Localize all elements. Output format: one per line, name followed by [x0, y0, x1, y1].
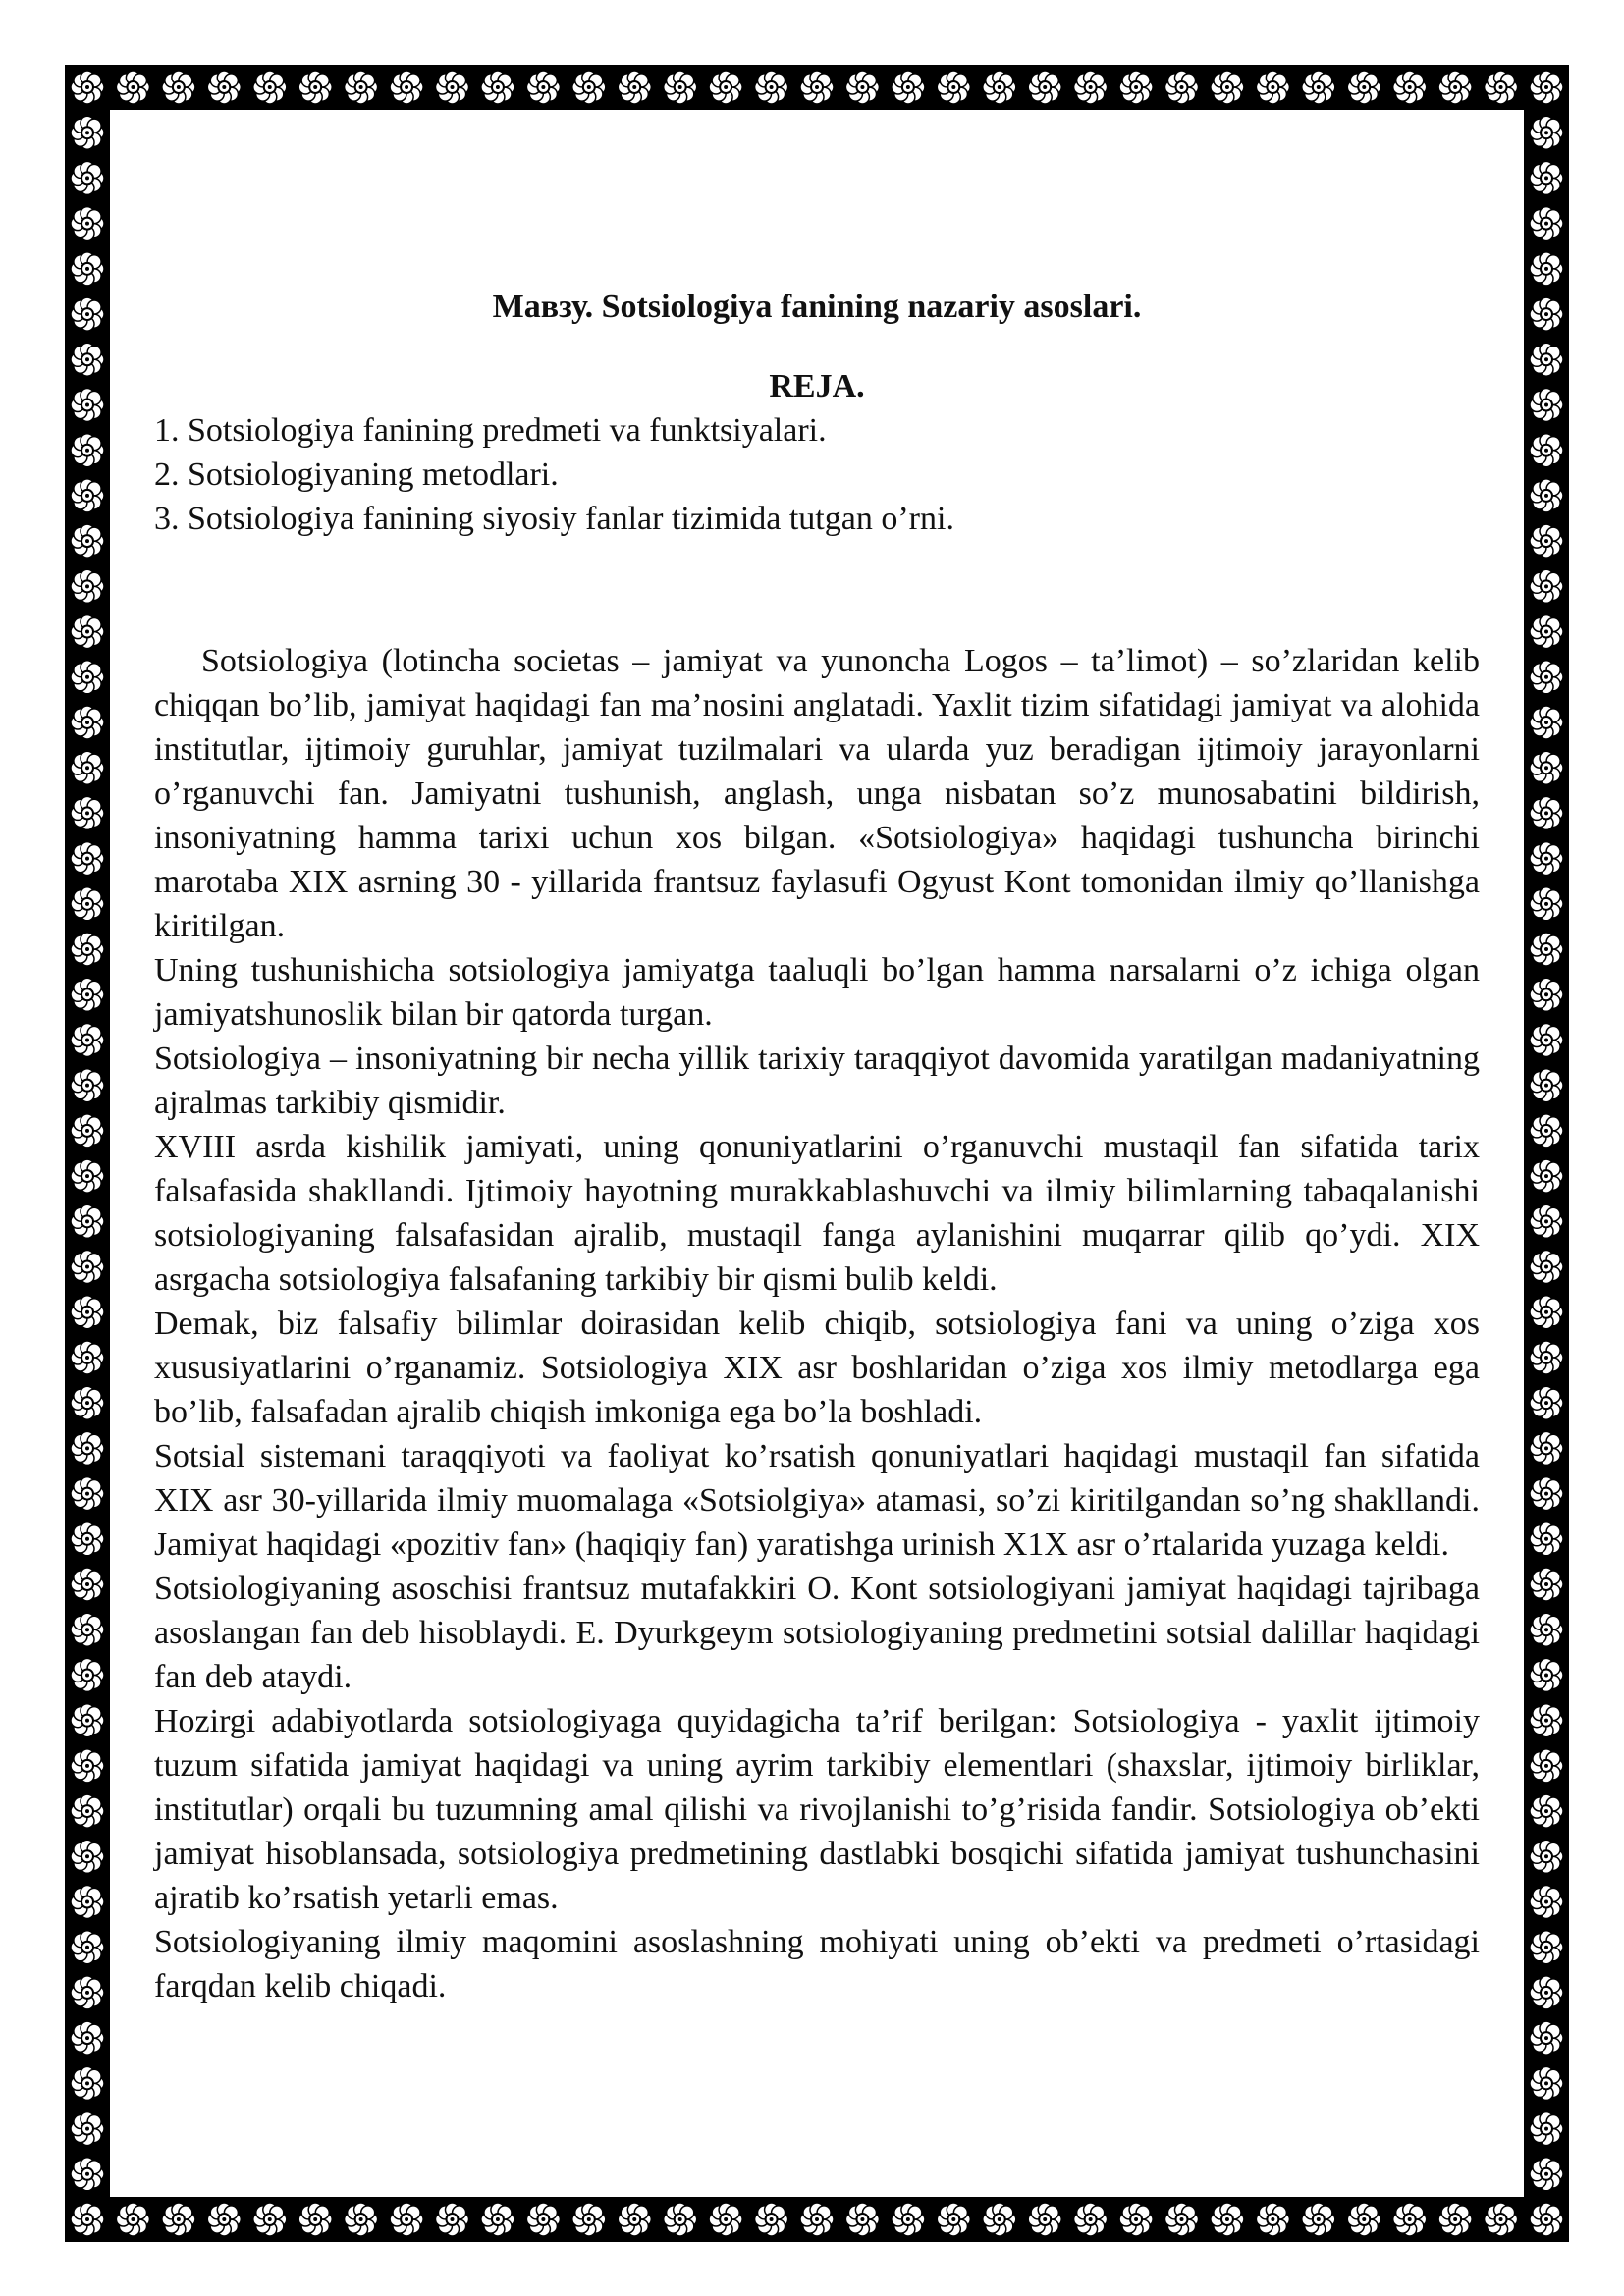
plan-heading: REJA.	[769, 368, 865, 404]
paragraph: Sotsiologiyaning ilmiy maqomini asoslashning mohiyati uning ob’ekti va predmeti o’rtasidagi farqdan kelib chiqadi.	[154, 1924, 1480, 2004]
paragraph: Sotsial sistemani taraqqiyoti va faoliyat ko’rsatish qonuniyatlari haqidagi mustaqil fan sifatida XIX asr 30-yillarida ilmiy muomalaga «Sotsiolgiya» atamasi, so’zi kiritilgandan so’ng shakllandi. Jamiyat haqidagi «pozitiv fan» (haqiqiy fan) yaratishga urinish X1X asr o’rtalarida yuzaga keldi.	[154, 1438, 1480, 1563]
plan-item: 2. Sotsiologiyaning metodlari.	[154, 456, 559, 493]
paragraph: Sotsiologiya – insoniyatning bir necha yillik tarixiy taraqqiyot davomida yaratilgan madaniyatning ajralmas tarkibiy qismidir.	[154, 1041, 1480, 1121]
paragraph: Demak, biz falsafiy bilimlar doirasidan kelib chiqib, sotsiologiya fani va uning o’ziga xos xususiyatlarini o’rganamiz. Sotsiologiya XIX asr boshlaridan o’ziga xos ilmiy metodlarga ega bo’lib, falsafadan ajralib chiqish imkoniga ega bo’la boshladi.	[154, 1306, 1480, 1430]
paragraph: Sotsiologiya (lotincha societas – jamiyat va yunoncha Logos – ta’limot) – so’zlaridan kelib chiqqan bo’lib, jamiyat haqidagi fan ma’nosini anglatadi. Yaxlit tizim sifatidagi jamiyat va alohida institutlar, ijtimoiy guruhlar, jamiyat tuzilmalari va ularda yuz beradigan ijtimoiy jarayonlarni o’rganuvchi fan. Jamiyatni tushunish, anglash, unga nisbatan so’z munosabatini bildirish, insoniyatning hamma tarixi uchun xos bilgan. «Sotsiologiya» haqidagi tushuncha birinchi marotaba XIX asrning 30 - yillarida frantsuz faylasufi Ogyust Kont tomonidan ilmiy qo’llanishga kiritilgan.	[154, 643, 1480, 944]
paragraph: XVIII asrda kishilik jamiyati, uning qonuniyatlarini o’rganuvchi mustaqil fan sifatida tarix falsafasida shakllandi. Ijtimoiy hayotning murakkablashuvchi va ilmiy bilimlarning tabaqalanishi sotsiologiyaning falsafasidan ajralib, mustaqil fanga aylanishini muqarrar qilib qo’ydi. XIX asrgacha sotsiologiya falsafaning tarkibiy bir qismi bulib keldi.	[154, 1129, 1480, 1298]
paragraph: Sotsiologiyaning asoschisi frantsuz mutafakkiri O. Kont sotsiologiyani jamiyat haqidagi tajribaga asoslangan fan deb hisoblaydi. E. Dyurkgeym sotsiologiyaning predmetini sotsial dalillar haqidagi fan deb ataydi.	[154, 1571, 1480, 1695]
document-title: Мавзу. Sotsiologiya fanining nazariy asoslari.	[492, 289, 1142, 325]
plan-item: 1. Sotsiologiya fanining predmeti va funktsiyalari.	[154, 412, 827, 449]
plan-item: 3. Sotsiologiya fanining siyosiy fanlar tizimida tutgan o’rni.	[154, 501, 954, 537]
paragraph: Hozirgi adabiyotlarda sotsiologiyaga quyidagicha ta’rif berilgan: Sotsiologiya - yaxlit ijtimoiy tuzum sifatida jamiyat haqidagi va uning ayrim tarkibiy elementlari (shaxslar, ijtimoiy birliklar, institutlar) orqali bu tuzumning amal qilishi va rivojlanishi to’g’risida fandir. Sotsiologiya ob’ekti jamiyat hisoblansada, sotsiologiya predmetining dastlabki bosqichi sifatida jamiyat tushunchasini ajratib ko’rsatish yetarli emas.	[154, 1703, 1480, 1916]
plan-list	[154, 408, 1480, 541]
document-body	[154, 285, 1480, 2008]
paragraph: Uning tushunishicha sotsiologiya jamiyatga taaluqli bo’lgan hamma narsalarni o’z ichiga olgan jamiyatshunoslik bilan bir qatorda turgan.	[154, 952, 1480, 1033]
